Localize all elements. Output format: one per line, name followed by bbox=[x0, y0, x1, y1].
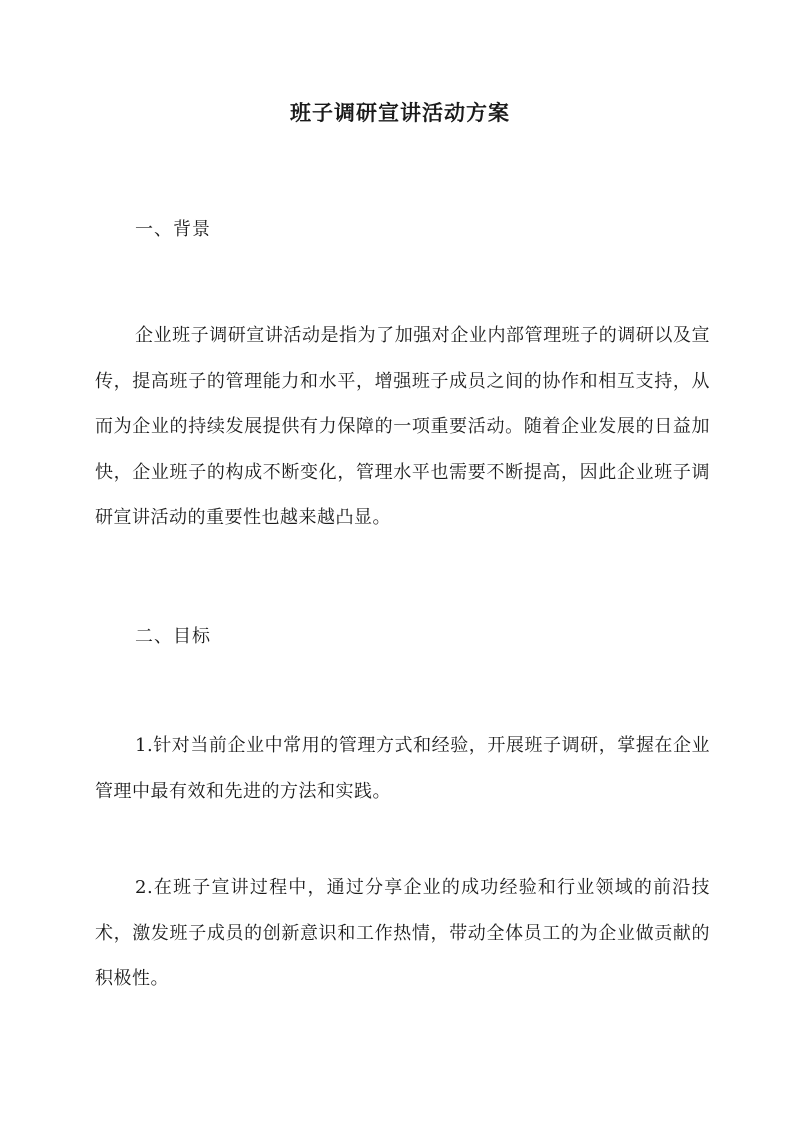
paragraph-background: 企业班子调研宣讲活动是指为了加强对企业内部管理班子的调研以及宣传，提高班子的管理能力和水平，增强班子成员之间的协作和相互支持，从而为企业的持续发展提供有力保障的一项重要活动。随着企业发展的日益加快，企业班子的构成不断变化，管理水平也需要不断提高，因此企业班子调研宣讲活动的重要性也越来越凸显。 bbox=[95, 325, 710, 528]
paragraph-goal-2: 2.在班子宣讲过程中，通过分享企业的成功经验和行业领域的前沿技术，激发班子成员的创新意识和工作热情，带动全体员工的为企业做贡献的积极性。 bbox=[95, 877, 710, 989]
section-heading-goals: 二、目标 bbox=[135, 626, 211, 647]
document-title: 班子调研宣讲活动方案 bbox=[290, 100, 510, 125]
paragraph-goal-1: 1.针对当前企业中常用的管理方式和经验，开展班子调研，掌握在企业管理中最有效和先进的方法和实践。 bbox=[95, 735, 710, 802]
section-heading-background: 一、背景 bbox=[135, 219, 211, 240]
